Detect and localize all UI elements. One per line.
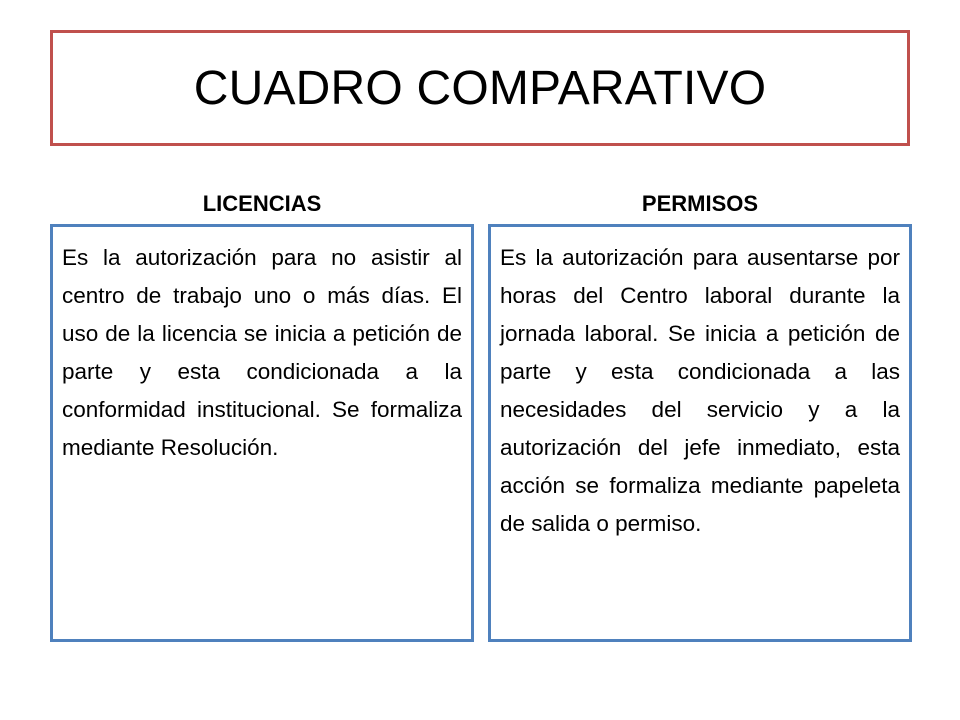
title-box [50, 30, 910, 146]
column-text-permisos: Es la autorización para ausentarse por horas del Centro laboral durante la jornada laboral. Se inicia a petición de parte y esta condicionada a las necesidades del servicio y a la autorización del jefe inmediato, esta acción se formaliza mediante papeleta de salida o permiso. [500, 245, 900, 536]
column-header-licencias: LICENCIAS [202, 191, 322, 216]
column-header-permisos: PERMISOS [641, 191, 759, 216]
column-text-licencias: Es la autorización para no asistir al centro de trabajo uno o más días. El uso de la licencia se inicia a petición de parte y esta condicionada a la conformidad institucional. Se formaliza mediante Resolución. [62, 245, 462, 460]
page-title: CUADRO COMPARATIVO [193, 61, 767, 115]
column-box-licencias [50, 224, 474, 642]
column-box-permisos [488, 224, 912, 642]
